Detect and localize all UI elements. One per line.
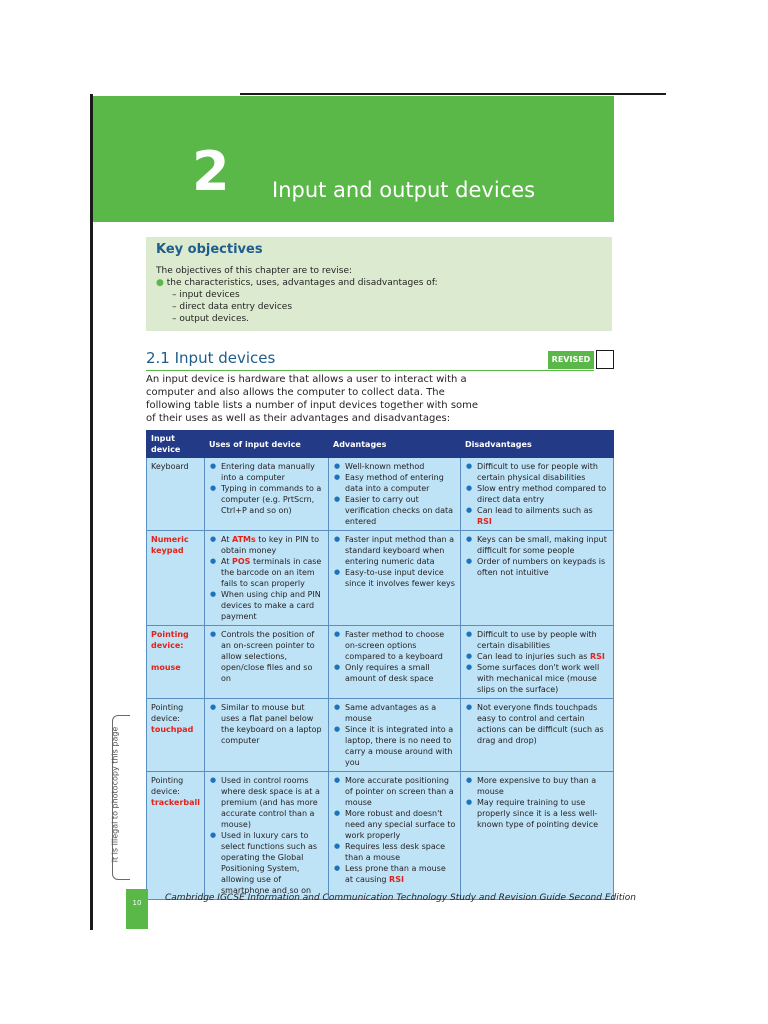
header-device: Input device bbox=[147, 431, 205, 458]
top-rule bbox=[240, 93, 666, 95]
revised-badge: REVISED bbox=[548, 351, 594, 369]
key-objectives-heading: Key objectives bbox=[156, 242, 263, 257]
footer-title: Cambridge IGCSE Information and Communication Technology Study and Revision Guide Second Edition bbox=[165, 893, 636, 903]
objective-item: – output devices. bbox=[172, 314, 250, 324]
table-header-row bbox=[147, 431, 614, 458]
uses-cell: ● Controls the position of an on-screen pointer to allow selections, open/close files and so on bbox=[205, 626, 329, 699]
uses-cell: ● Similar to mouse but uses a flat panel below the keyboard on a laptop computer bbox=[205, 699, 329, 772]
disadvantages-cell: ● Not everyone finds touchpads easy to control and certain actions can be difficult (such as drag and drop) bbox=[461, 699, 614, 772]
section-intro: An input device is hardware that allows a user to interact with a computer and also allows the computer to collect data. The following table lists a number of input devices together with some of their uses as well as their advantages and disadvantages: bbox=[146, 374, 479, 424]
device-name: Pointing device: mouse bbox=[147, 626, 205, 699]
highlight-term: RSI bbox=[477, 517, 492, 526]
objectives-bullet: ● the characteristics, uses, advantages and disadvantages of: bbox=[156, 278, 438, 288]
chapter-banner bbox=[93, 96, 614, 222]
table-row bbox=[147, 772, 614, 900]
advantages-cell: ● Well-known method ● Easy method of entering data into a computer ● Easier to carry out verification checks on data entered bbox=[329, 458, 461, 531]
table-row bbox=[147, 458, 614, 531]
disadvantages-cell: ● More expensive to buy than a mouse ● May require training to use properly since it is a less well-known type of pointing device bbox=[461, 772, 614, 900]
highlight-term: RSI bbox=[389, 875, 404, 884]
device-name: Pointing device: touchpad bbox=[147, 699, 205, 772]
device-name: Keyboard bbox=[147, 458, 205, 531]
highlight-term: POS bbox=[232, 557, 251, 566]
section-rule bbox=[146, 370, 594, 371]
objective-item: – direct data entry devices bbox=[172, 302, 293, 312]
key-objectives-text bbox=[156, 265, 438, 325]
revised-checkbox[interactable] bbox=[596, 350, 614, 369]
page-number-tab bbox=[126, 889, 148, 929]
section-heading: 2.1 Input devices bbox=[146, 349, 276, 367]
input-devices-table bbox=[146, 430, 614, 900]
advantages-cell: ● Faster input method than a standard keyboard when entering numeric data ● Easy-to-use input device since it involves fewer keys bbox=[329, 531, 461, 626]
device-name: Pointing device: trackerball bbox=[147, 772, 205, 900]
uses-cell: ● Entering data manually into a computer ● Typing in commands to a computer (e.g. PrtScrn, Ctrl+P and so on) bbox=[205, 458, 329, 531]
table-row bbox=[147, 531, 614, 626]
disadvantages-cell: ● Keys can be small, making input difficult for some people ● Order of numbers on keypads is often not intuitive bbox=[461, 531, 614, 626]
uses-cell: ● Used in control rooms where desk space is at a premium (and has more accurate control than a mouse) ● Used in luxury cars to select functions such as operating the Global Positioning System, allowing use of smartphone and so on bbox=[205, 772, 329, 900]
bullet-icon: ● bbox=[156, 278, 164, 288]
chapter-title: Input and output devices bbox=[272, 178, 536, 202]
advantages-cell: ● Faster method to choose on-screen options compared to a keyboard ● Only requires a small amount of desk space bbox=[329, 626, 461, 699]
disadvantages-cell: ● Difficult to use for people with certain physical disabilities ● Slow entry method compared to direct data entry ● Can lead to ailments such as RSI bbox=[461, 458, 614, 531]
device-name: Numeric keypad bbox=[147, 531, 205, 626]
objectives-intro: The objectives of this chapter are to revise: bbox=[156, 266, 353, 276]
header-uses: Uses of input device bbox=[205, 431, 329, 458]
highlight-term: ATMs bbox=[232, 535, 256, 544]
page-number: 10 bbox=[132, 899, 142, 907]
table-row bbox=[147, 626, 614, 699]
photocopy-notice: It is illegal to photocopy this page bbox=[110, 726, 120, 863]
objective-item: – input devices bbox=[172, 290, 240, 300]
table-row bbox=[147, 699, 614, 772]
advantages-cell: ● Same advantages as a mouse ● Since it is integrated into a laptop, there is no need to carry a mouse around with you bbox=[329, 699, 461, 772]
highlight-term: RSI bbox=[589, 652, 605, 661]
chapter-number: 2 bbox=[192, 140, 230, 203]
header-advantages: Advantages bbox=[329, 431, 461, 458]
advantages-cell: ● More accurate positioning of pointer on screen than a mouse ● More robust and doesn't need any special surface to work properly ● Requires less desk space than a mouse ● Less prone than a mouse at causing RSI bbox=[329, 772, 461, 900]
uses-cell: ● At ATMs to key in PIN to obtain money ● At POS terminals in case the barcode on an item fails to scan properly ● When using chip and PIN devices to make a card payment bbox=[205, 531, 329, 626]
disadvantages-cell: ● Difficult to use by people with certain disabilities ● Can lead to injuries such as RSI ● Some surfaces don't work well with mechanical mice (mouse slips on the surface) bbox=[461, 626, 614, 699]
header-disadvantages: Disadvantages bbox=[461, 431, 614, 458]
